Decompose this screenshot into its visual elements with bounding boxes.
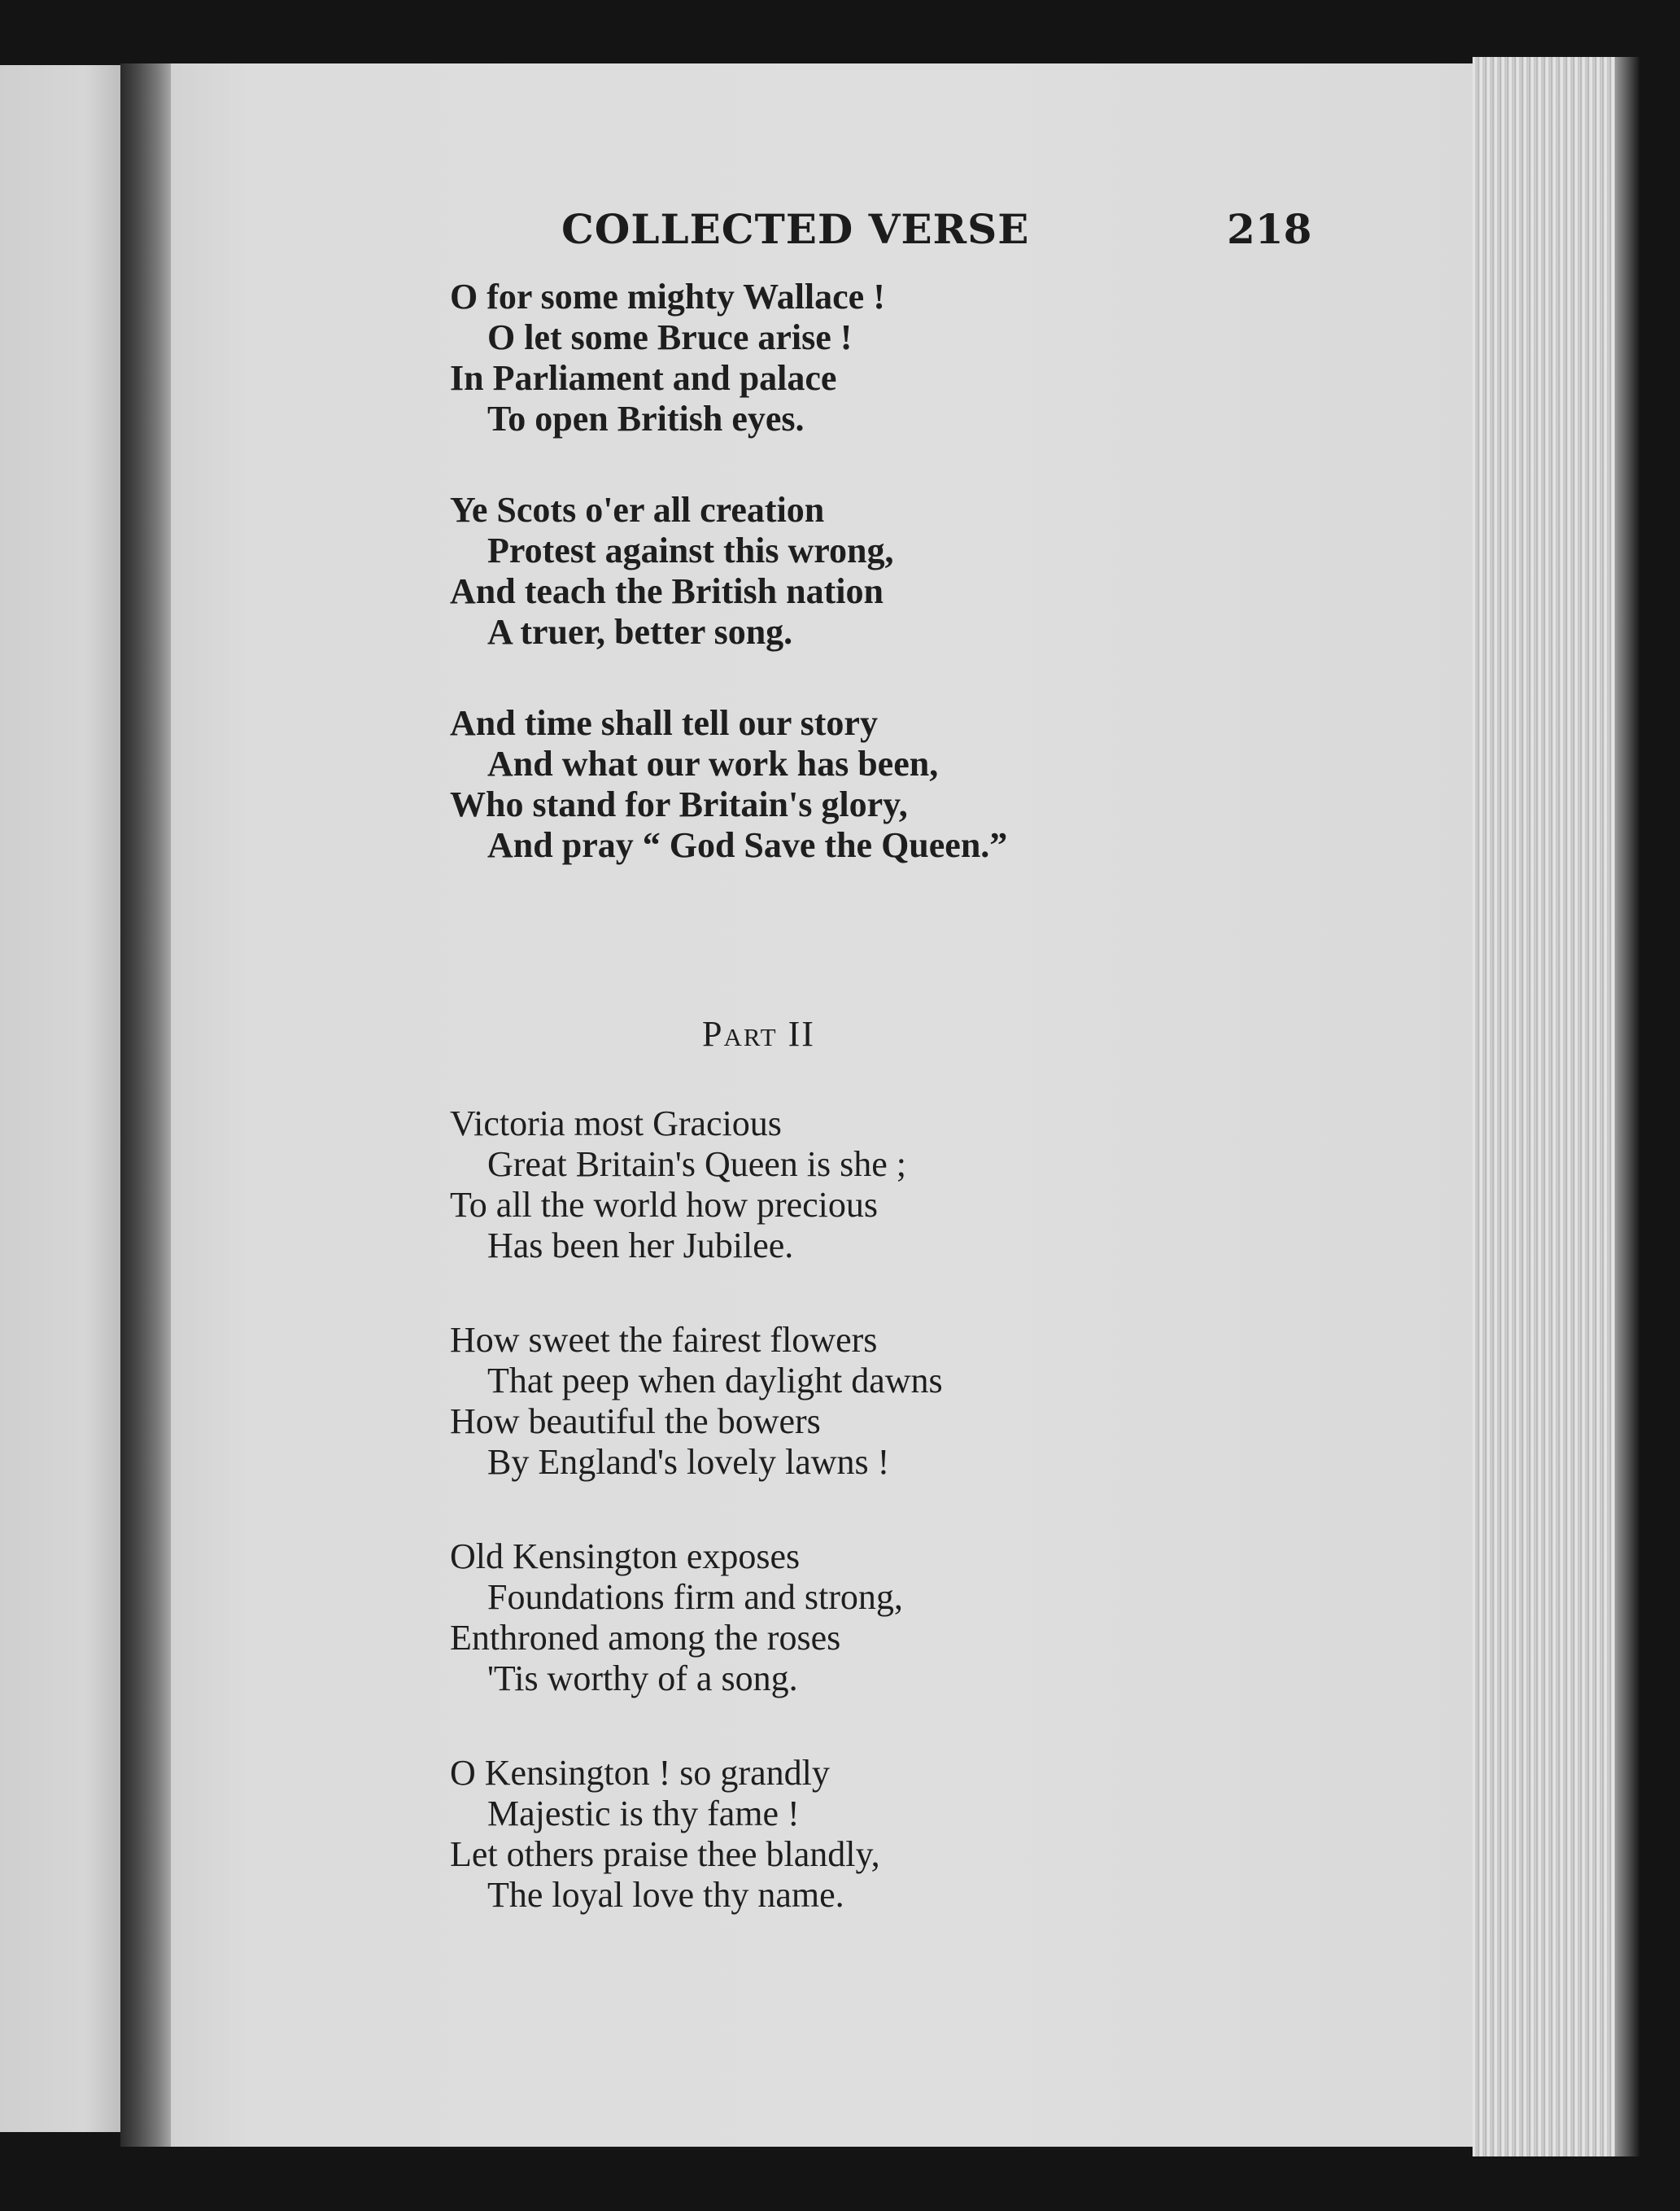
running-title: COLLECTED VERSE bbox=[561, 205, 1030, 253]
stanza bbox=[450, 277, 1007, 439]
verse-line: How sweet the fairest flowers bbox=[450, 1320, 878, 1360]
verse-line: O Kensington ! so grandly bbox=[450, 1753, 830, 1793]
verse-line: Let others praise thee blandly, bbox=[450, 1834, 880, 1874]
stanza bbox=[450, 1753, 943, 1916]
verse-line: In Parliament and palace bbox=[450, 358, 837, 398]
stanza bbox=[450, 1536, 943, 1699]
verse-line: Victoria most Gracious bbox=[450, 1103, 782, 1143]
verse-line: How beautiful the bowers bbox=[450, 1401, 821, 1441]
verse-line: The loyal love thy name. bbox=[487, 1875, 844, 1915]
stanza bbox=[450, 703, 1007, 866]
page-number: 218 bbox=[1227, 205, 1312, 253]
verse-line: To all the world how precious bbox=[450, 1185, 879, 1225]
verse-line: And what our work has been, bbox=[487, 744, 939, 784]
poem-part-one bbox=[450, 277, 1007, 916]
stanza bbox=[450, 490, 1007, 653]
verse-line: Enthroned among the roses bbox=[450, 1618, 841, 1658]
section-heading: Part II bbox=[702, 1014, 815, 1054]
verse-line: O let some Bruce arise ! bbox=[487, 317, 853, 357]
stanza bbox=[450, 1103, 943, 1266]
poem-part-two bbox=[450, 1103, 943, 1969]
verse-line: That peep when daylight dawns bbox=[487, 1361, 943, 1400]
page-edges bbox=[1473, 57, 1631, 2156]
verse-line: Who stand for Britain's glory, bbox=[450, 784, 908, 824]
verse-line: Great Britain's Queen is she ; bbox=[487, 1144, 907, 1184]
page-edge-shadow bbox=[1615, 57, 1639, 2156]
left-facing-page bbox=[0, 65, 122, 2132]
verse-line: A truer, better song. bbox=[487, 612, 793, 652]
verse-line: And teach the British nation bbox=[450, 571, 884, 611]
verse-line: To open British eyes. bbox=[487, 399, 805, 439]
verse-line: Majestic is thy fame ! bbox=[487, 1794, 800, 1833]
verse-line: Old Kensington exposes bbox=[450, 1536, 801, 1576]
verse-line: Protest against this wrong, bbox=[487, 531, 894, 570]
verse-line: Has been her Jubilee. bbox=[487, 1226, 794, 1265]
stanza bbox=[450, 1320, 943, 1483]
verse-line: And pray “ God Save the Queen.” bbox=[487, 825, 1008, 865]
verse-line: O for some mighty Wallace ! bbox=[450, 277, 885, 317]
verse-line: 'Tis worthy of a song. bbox=[487, 1658, 798, 1698]
verse-line: Ye Scots o'er all creation bbox=[450, 490, 825, 530]
book-gutter-shadow bbox=[120, 63, 177, 2147]
verse-line: Foundations firm and strong, bbox=[487, 1577, 903, 1617]
verse-line: And time shall tell our story bbox=[450, 703, 878, 743]
verse-line: By England's lovely lawns ! bbox=[487, 1442, 890, 1482]
